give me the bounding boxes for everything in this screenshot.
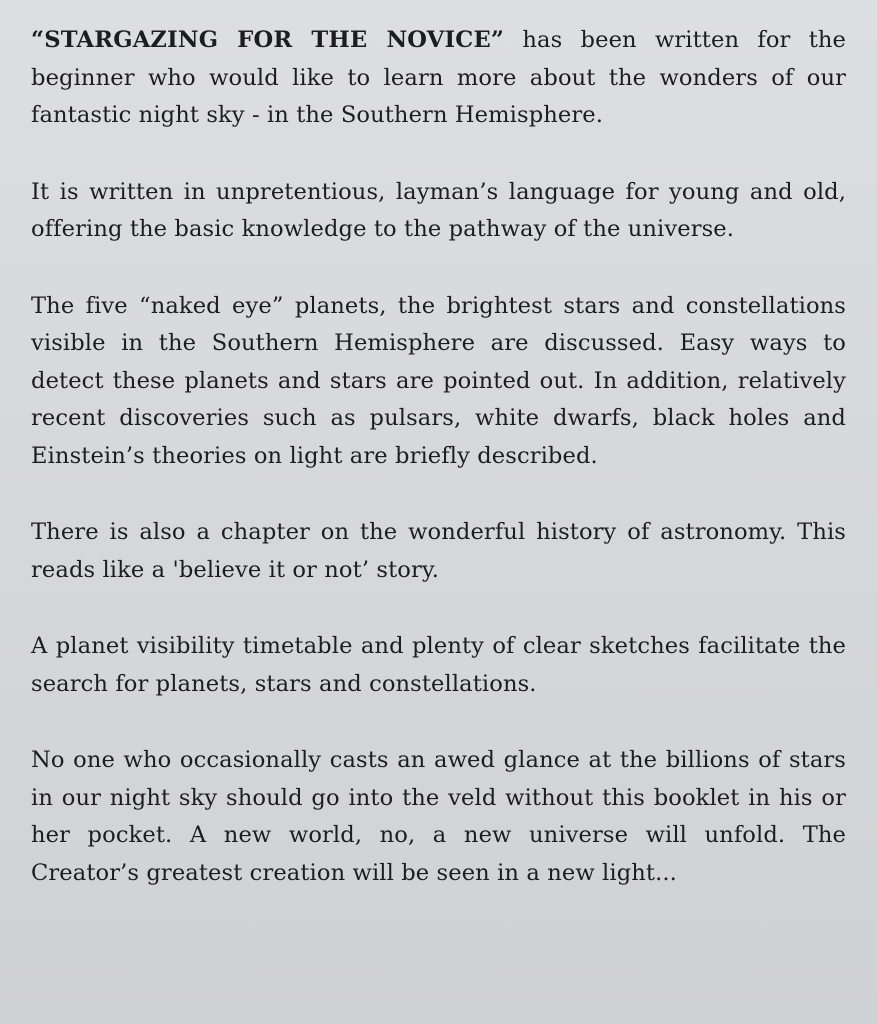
blurb-text [31, 22, 846, 931]
paragraph-intro-text: has been written for the beginner who would like to learn more about the wonders of our fantastic night sky - in the Southern Hemisphere. [31, 27, 846, 128]
paragraph-timetable: A planet visibility timetable and plenty of clear sketches facilitate the search for planets, stars and constellations. [31, 633, 846, 697]
paragraph-closing: No one who occasionally casts an awed glance at the billions of stars in our night sky should go into the veld without this booklet in his or her pocket. A new world, no, a new universe will unfold. The Creator’s greatest creation will be seen in a new light... [31, 747, 846, 886]
book-title: “STARGAZING FOR THE NOVICE” [31, 27, 505, 53]
paragraph-language: It is written in unpretentious, layman’s language for young and old, offering the basic knowledge to the pathway of the universe. [31, 178, 846, 242]
paragraph-intro [31, 22, 846, 135]
paragraph-contents: The five “naked eye” planets, the brightest stars and constellations visible in the Southern Hemisphere are discussed. Easy ways to detect these planets and stars are pointed out. In addition, relatively recent discoveries such as pulsars, white dwarfs, black holes and Einstein’s theories on light are briefly described. [31, 292, 846, 469]
paragraph-history: There is also a chapter on the wonderful history of astronomy. This reads like a 'believe it or not’ story. [31, 519, 846, 583]
